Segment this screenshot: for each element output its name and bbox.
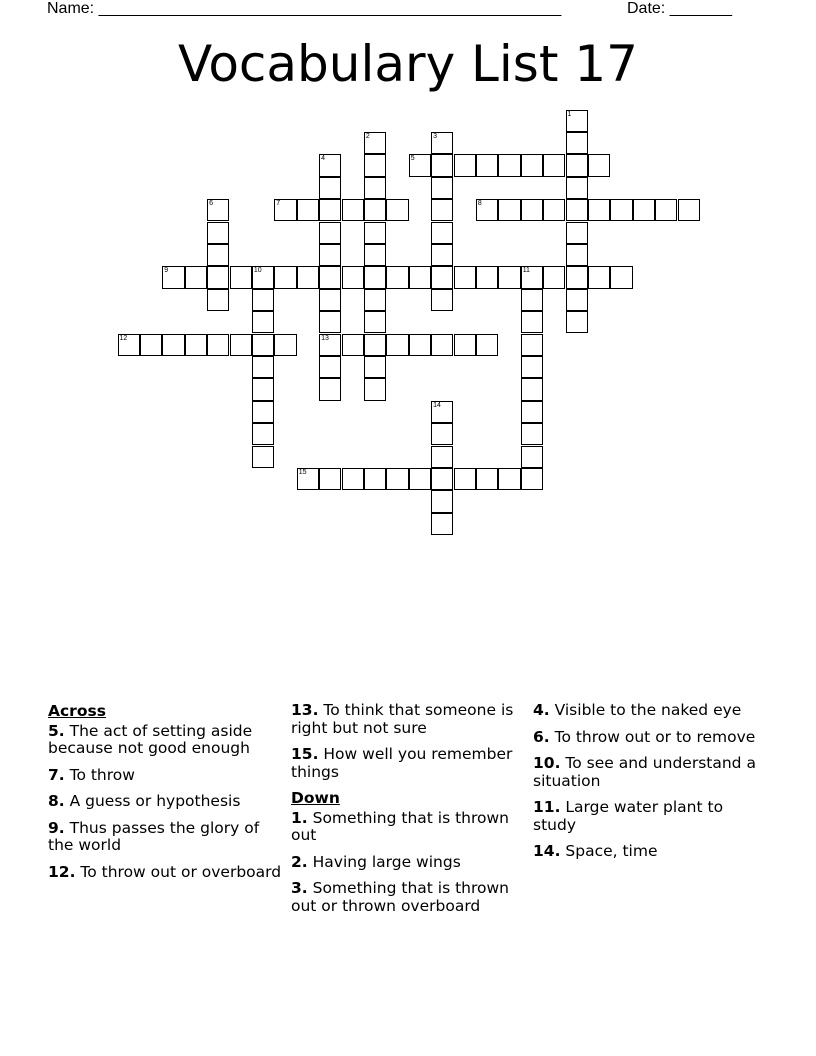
clue-down-3 — [291, 880, 526, 915]
crossword-cell[interactable] — [610, 266, 632, 288]
crossword-cell[interactable] — [543, 154, 565, 176]
clue-number: 6. — [533, 727, 550, 746]
crossword-cell[interactable] — [566, 311, 588, 333]
crossword-cell[interactable] — [409, 468, 431, 490]
crossword-cell[interactable] — [162, 334, 184, 356]
clue-text: To throw — [64, 765, 135, 784]
crossword-cell[interactable] — [566, 154, 588, 176]
clue-text: Having large wings — [307, 852, 461, 871]
clue-column-1 — [48, 702, 283, 890]
clue-across-12 — [48, 864, 283, 882]
crossword-cell[interactable] — [252, 356, 274, 378]
clue-down-10 — [533, 755, 768, 790]
crossword-cell[interactable] — [297, 199, 319, 221]
clue-number: 10. — [533, 754, 561, 772]
crossword-cell[interactable] — [476, 468, 498, 490]
clue-text: To see and understand a situation — [533, 754, 756, 790]
cell-number: 11 — [522, 267, 530, 275]
cell-number: 2 — [365, 132, 370, 140]
cell-number: 6 — [209, 200, 213, 208]
crossword-cell[interactable] — [521, 401, 543, 423]
crossword-cell[interactable] — [409, 334, 431, 356]
crossword-cell[interactable] — [274, 334, 296, 356]
crossword-cell[interactable] — [521, 356, 543, 378]
crossword-cell[interactable] — [364, 289, 386, 311]
crossword-cell[interactable] — [319, 334, 341, 356]
crossword-cell[interactable] — [431, 289, 453, 311]
crossword-cell[interactable] — [207, 199, 229, 221]
crossword-cell[interactable] — [521, 468, 543, 490]
clue-number: 3. — [291, 879, 308, 897]
clue-down-2 — [291, 854, 526, 872]
crossword-cell[interactable] — [454, 468, 476, 490]
crossword-cell[interactable] — [319, 154, 341, 176]
cell-number: 14 — [433, 401, 441, 409]
crossword-cell[interactable] — [431, 490, 453, 512]
crossword-cell[interactable] — [319, 378, 341, 400]
crossword-cell[interactable] — [252, 266, 274, 288]
crossword-cell[interactable] — [342, 266, 364, 288]
crossword-cell[interactable] — [454, 154, 476, 176]
crossword-cell[interactable] — [185, 334, 207, 356]
clue-text: Space, time — [560, 842, 658, 860]
clue-number: 4. — [533, 701, 550, 719]
crossword-cell[interactable] — [521, 378, 543, 400]
crossword-cell[interactable] — [588, 154, 610, 176]
cell-number: 12 — [119, 334, 128, 342]
crossword-cell[interactable] — [476, 266, 498, 288]
crossword-cell[interactable] — [364, 132, 386, 154]
clue-text: To think that someone is right but not sure — [291, 701, 514, 737]
crossword-cell[interactable] — [521, 334, 543, 356]
crossword-cell[interactable] — [610, 199, 632, 221]
crossword-cell[interactable] — [431, 222, 453, 244]
crossword-cell[interactable] — [319, 356, 341, 378]
clue-across-15 — [291, 746, 526, 781]
clue-down-6 — [533, 729, 768, 747]
crossword-cell[interactable] — [655, 199, 677, 221]
crossword-cell[interactable] — [431, 446, 453, 468]
crossword-cell[interactable] — [185, 266, 207, 288]
crossword-cell[interactable] — [364, 199, 386, 221]
cell-number: 13 — [321, 334, 329, 342]
crossword-cell[interactable] — [588, 266, 610, 288]
crossword-cell[interactable] — [521, 311, 543, 333]
crossword-cell[interactable] — [431, 266, 453, 288]
down-heading: Down — [291, 789, 340, 807]
crossword-cell[interactable] — [364, 154, 386, 176]
crossword-cell[interactable] — [364, 311, 386, 333]
clue-down-1 — [291, 810, 526, 845]
clue-text: Visible to the naked eye — [549, 701, 742, 719]
crossword-cell[interactable] — [386, 266, 408, 288]
clue-number: 14. — [533, 842, 561, 860]
crossword-cell[interactable] — [319, 468, 341, 490]
cell-number: 8 — [477, 200, 482, 208]
crossword-cell[interactable] — [274, 266, 296, 288]
clue-down-11 — [533, 799, 768, 834]
clue-down-14 — [533, 843, 768, 861]
clue-text: A guess or hypothesis — [64, 792, 241, 810]
crossword-cell[interactable] — [319, 266, 341, 288]
crossword-cell[interactable] — [319, 289, 341, 311]
crossword-cell[interactable] — [252, 289, 274, 311]
crossword-cell[interactable] — [431, 154, 453, 176]
crossword-cell[interactable] — [207, 266, 229, 288]
crossword-cell[interactable] — [431, 468, 453, 490]
crossword-cell[interactable] — [566, 266, 588, 288]
crossword-cell[interactable] — [386, 468, 408, 490]
clue-down-4 — [533, 702, 768, 720]
crossword-cell[interactable] — [521, 266, 543, 288]
crossword-cell[interactable] — [207, 222, 229, 244]
clue-column-2 — [291, 702, 526, 924]
clue-text: To throw out or overboard — [75, 862, 282, 881]
crossword-cell[interactable] — [476, 154, 498, 176]
clue-number: 7. — [48, 765, 65, 784]
crossword-cell[interactable] — [476, 334, 498, 356]
clue-text: Large water plant to study — [533, 798, 724, 834]
crossword-cell[interactable] — [342, 468, 364, 490]
crossword-cell[interactable] — [297, 266, 319, 288]
clue-number: 1. — [291, 808, 308, 827]
clue-number: 13. — [291, 701, 319, 719]
clue-text: Something that is thrown out — [291, 808, 509, 844]
crossword-cell[interactable] — [498, 154, 520, 176]
crossword-cell[interactable] — [566, 289, 588, 311]
clue-across-7 — [48, 767, 283, 785]
crossword-cell[interactable] — [431, 199, 453, 221]
clue-across-9 — [48, 820, 283, 855]
crossword-cell[interactable] — [364, 177, 386, 199]
crossword-cell[interactable] — [431, 334, 453, 356]
crossword-cell[interactable] — [498, 266, 520, 288]
crossword-cell[interactable] — [342, 199, 364, 221]
crossword-cell[interactable] — [319, 199, 341, 221]
clue-text: The act of setting aside because not good enough — [48, 721, 253, 757]
crossword-cell[interactable] — [633, 199, 655, 221]
crossword-cell[interactable] — [409, 266, 431, 288]
crossword-cell[interactable] — [431, 401, 453, 423]
crossword-cell[interactable] — [431, 244, 453, 266]
cell-number: 3 — [433, 132, 437, 140]
crossword-cell[interactable] — [252, 446, 274, 468]
name-field-label: Name: ____________________________________________________ — [47, 0, 562, 17]
cell-number: 4 — [321, 155, 325, 163]
crossword-cell[interactable] — [364, 222, 386, 244]
crossword-cell[interactable] — [431, 423, 453, 445]
crossword-cell[interactable] — [162, 266, 184, 288]
crossword-cell[interactable] — [274, 199, 296, 221]
crossword-cell[interactable] — [319, 222, 341, 244]
crossword-cell[interactable] — [566, 222, 588, 244]
crossword-cell[interactable] — [207, 244, 229, 266]
page-title: Vocabulary List 17 — [178, 35, 638, 93]
crossword-cell[interactable] — [566, 199, 588, 221]
crossword-cell[interactable] — [252, 311, 274, 333]
crossword-cell[interactable] — [431, 513, 453, 535]
crossword-cell[interactable] — [476, 199, 498, 221]
crossword-cell[interactable] — [140, 334, 162, 356]
clue-number: 15. — [291, 745, 319, 763]
clue-number: 9. — [48, 818, 65, 837]
cell-number: 7 — [276, 200, 281, 208]
crossword-cell[interactable] — [252, 378, 274, 400]
crossword-cell[interactable] — [521, 199, 543, 221]
clue-column-3 — [533, 702, 768, 870]
crossword-cell[interactable] — [386, 334, 408, 356]
crossword-cell[interactable] — [431, 132, 453, 154]
crossword-cell[interactable] — [319, 177, 341, 199]
clue-across-13 — [291, 702, 526, 737]
clue-number: 8. — [48, 792, 65, 810]
cell-number: 15 — [298, 468, 307, 476]
crossword-cell[interactable] — [566, 244, 588, 266]
clue-number: 11. — [533, 798, 561, 816]
crossword-cell[interactable] — [252, 334, 274, 356]
clue-number: 2. — [291, 852, 308, 871]
crossword-cell[interactable] — [252, 401, 274, 423]
clue-across-8 — [48, 793, 283, 811]
date-field-label: Date: _______ — [627, 0, 732, 17]
clue-text: To throw out or to remove — [549, 727, 756, 746]
crossword-cell[interactable] — [364, 266, 386, 288]
crossword-cell[interactable] — [566, 177, 588, 199]
crossword-cell[interactable] — [230, 334, 252, 356]
crossword-cell[interactable] — [498, 199, 520, 221]
crossword-cell[interactable] — [678, 199, 700, 221]
crossword-cell[interactable] — [543, 266, 565, 288]
crossword-cell[interactable] — [252, 423, 274, 445]
cell-number: 9 — [164, 267, 169, 275]
crossword-cell[interactable] — [207, 334, 229, 356]
clue-across-5 — [48, 723, 283, 758]
clue-text: Thus passes the glory of the world — [48, 818, 260, 854]
clue-text: Something that is thrown out or thrown overboard — [291, 879, 509, 915]
crossword-cell[interactable] — [319, 244, 341, 266]
crossword-cell[interactable] — [386, 199, 408, 221]
crossword-cell[interactable] — [521, 446, 543, 468]
crossword-cell[interactable] — [566, 110, 588, 132]
crossword-cell[interactable] — [521, 423, 543, 445]
crossword-cell[interactable] — [364, 244, 386, 266]
across-heading: Across — [48, 702, 106, 720]
crossword-cell[interactable] — [297, 468, 319, 490]
crossword-cell[interactable] — [543, 199, 565, 221]
crossword-cell[interactable] — [431, 177, 453, 199]
crossword-cell[interactable] — [566, 132, 588, 154]
crossword-cell[interactable] — [454, 334, 476, 356]
clue-number: 12. — [48, 862, 76, 881]
cell-number: 1 — [567, 110, 572, 118]
crossword-cell[interactable] — [364, 334, 386, 356]
clue-text: How well you remember things — [291, 745, 513, 781]
crossword-cell[interactable] — [409, 154, 431, 176]
clue-number: 5. — [48, 721, 65, 740]
crossword-cell[interactable] — [521, 154, 543, 176]
crossword-cell[interactable] — [364, 356, 386, 378]
crossword-cell[interactable] — [364, 378, 386, 400]
cell-number: 5 — [410, 155, 415, 163]
crossword-cell[interactable] — [230, 266, 252, 288]
crossword-cell[interactable] — [498, 468, 520, 490]
crossword-cell[interactable] — [118, 334, 140, 356]
crossword-cell[interactable] — [319, 311, 341, 333]
crossword-cell[interactable] — [454, 266, 476, 288]
crossword-cell[interactable] — [342, 334, 364, 356]
crossword-cell[interactable] — [364, 468, 386, 490]
crossword-cell[interactable] — [521, 289, 543, 311]
cell-number: 10 — [253, 267, 262, 275]
crossword-cell[interactable] — [207, 289, 229, 311]
crossword-cell[interactable] — [588, 199, 610, 221]
